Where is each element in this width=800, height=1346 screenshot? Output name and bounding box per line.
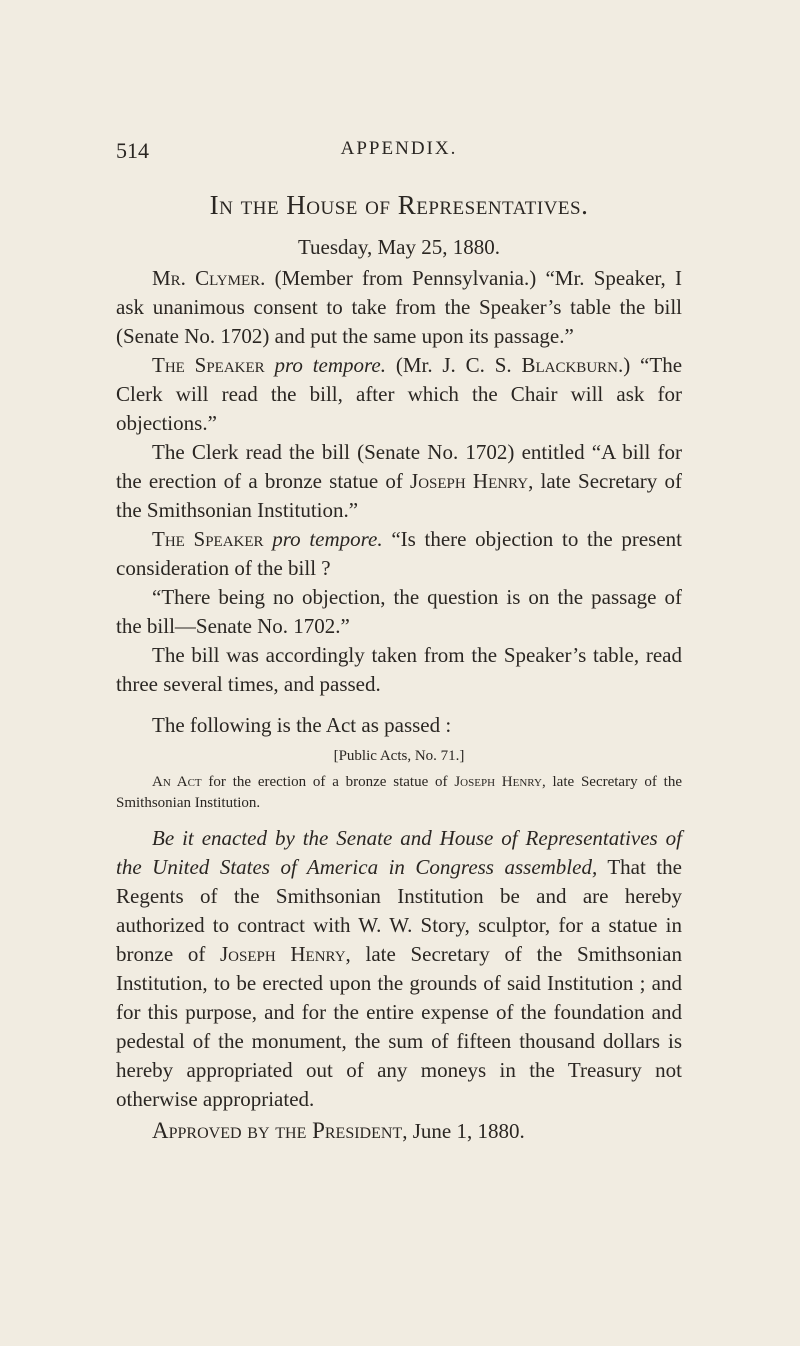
- page-number: 514: [116, 138, 149, 163]
- person-name: Blackburn: [521, 353, 618, 377]
- paragraph-clerk-read: [116, 438, 682, 525]
- person-name: Joseph Henry: [454, 774, 542, 790]
- speaker-name: Mr. Clymer.: [152, 266, 266, 290]
- italic-phrase: pro tempore.: [264, 353, 386, 377]
- session-date: Tuesday, May 25, 1880.: [297, 235, 501, 259]
- italic-phrase: pro tempore.: [263, 527, 383, 551]
- enactment-text: Be it enacted by the Senate and House of Representatives of the United States of America in Congress assembled, That the Regents of the Smithsonian Institution be and are hereby authorized to contract with W. W. Story, sculptor, for a statue in bronze of Joseph Henry, late Secretary of the Smithsonian Institution, to be erected upon the grounds of said Institution ; and for this purpose, and for the entire expense of the foundation and pedestal of the monument, the sum of fifteen thousand dollars is hereby appropriated out of any moneys in the Treasury not otherwise appropriated.: [116, 826, 682, 1111]
- public-acts-reference: [Public Acts, No. 71.]: [333, 748, 465, 764]
- enacting-clause: Be it enacted by the Senate and House of Representatives of the United States of America in Congress assembled,: [116, 826, 682, 879]
- paragraph-clymer: [116, 264, 682, 351]
- paragraph-text: , late Secretary of the Smithsonian Institution.”: [116, 469, 682, 522]
- paragraph-text: The Clerk read the bill (Senate No. 1702) entitled “A bill for the erection of a bronze statue of: [116, 440, 682, 493]
- paragraph-text: (Mr. J. C. S.: [386, 353, 522, 377]
- act-title: An Act for the erection of a bronze statue of Joseph Henry, late Secretary of the Smithsonian Institution.: [116, 774, 682, 811]
- paragraph-no-objection: “There being no objection, the question is on the passage of the bill—Senate No. 1702.”: [116, 585, 682, 638]
- person-name: Joseph Henry: [410, 469, 529, 493]
- paragraph-objection-question: [116, 525, 682, 583]
- section-title: In the House of Representatives.: [209, 190, 589, 220]
- speaker-name: The Speaker: [152, 353, 265, 377]
- approval-label: Approved by the President: [152, 1118, 403, 1143]
- paragraph-text: (Member from Pennsylvania.) “Mr. Speaker, I ask unanimous consent to take from the Speaker’s table the bill (Senate No. 1702) and put the same upon its passage.”: [116, 266, 683, 348]
- page-body: [116, 186, 682, 1146]
- person-name: Joseph Henry: [220, 942, 346, 966]
- paragraph-text: “Is there objection to the present consideration of the bill ?: [116, 527, 683, 580]
- act-lead: An Act: [152, 774, 202, 790]
- paragraph-speaker-reply: [116, 351, 682, 438]
- speaker-name: The Speaker: [152, 527, 264, 551]
- approval-line: [116, 1116, 682, 1146]
- paragraph-act-intro: The following is the Act as passed :: [152, 713, 452, 737]
- running-title: APPENDIX.: [340, 138, 458, 159]
- approval-date: , June 1, 1880.: [402, 1119, 525, 1143]
- paragraph-bill-passed: The bill was accordingly taken from the Speaker’s table, read three several times, and passed.: [116, 643, 682, 696]
- paragraph-text: .) “The Clerk will read the bill, after which the Chair will ask for objections.”: [116, 353, 683, 435]
